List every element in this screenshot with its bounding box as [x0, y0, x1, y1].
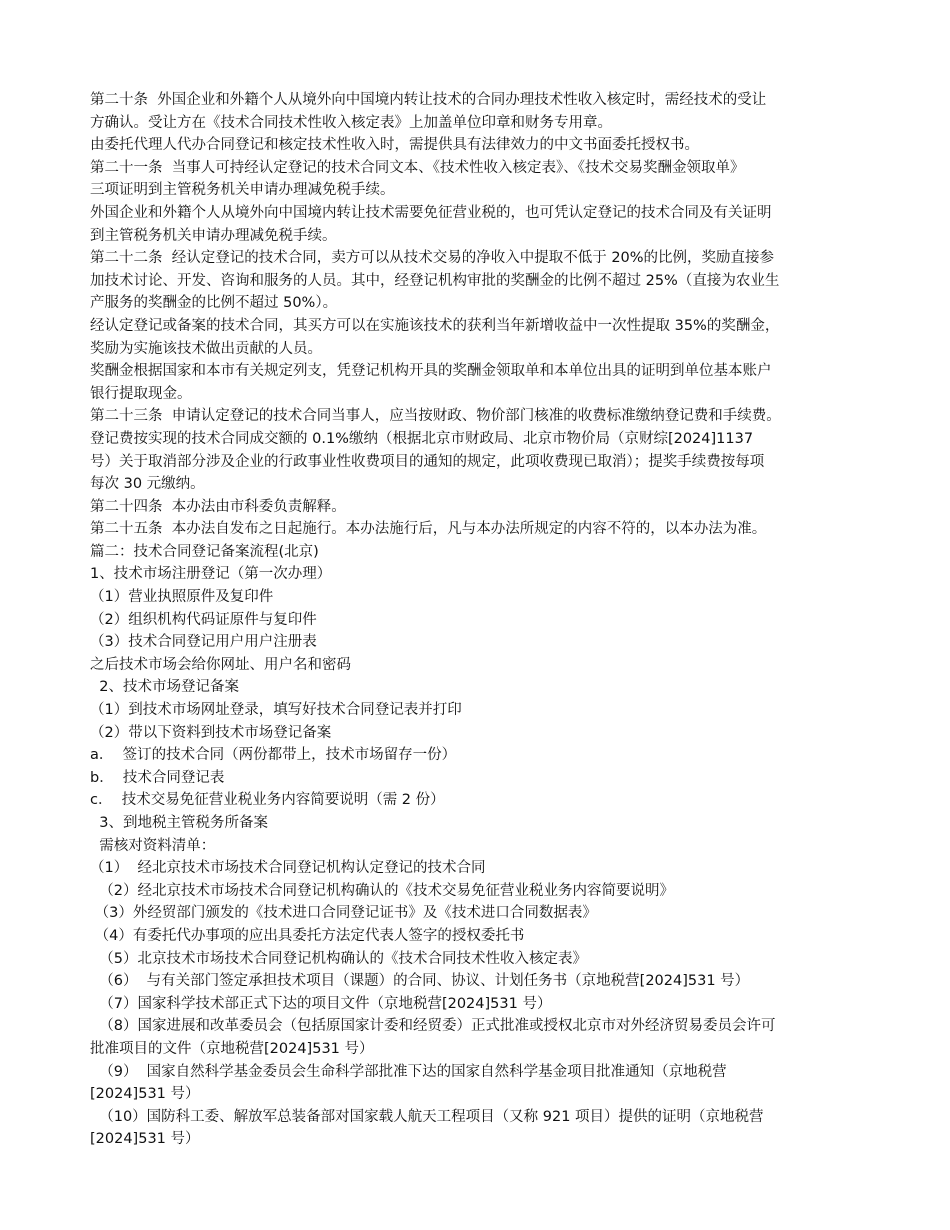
text-line: 奖酬金根据国家和本市有关规定列支，凭登记机构开具的奖酬金领取单和本单位出具的证明到单位基本账户	[90, 363, 772, 380]
text-line: [2024]531 号）	[90, 1086, 200, 1103]
text-line: 由委托代理人代办合同登记和核定技术性收入时，需提供具有法律效力的中文书面委托授权书。	[90, 137, 699, 154]
text-line: 到主管税务机关申请办理减免税手续。	[90, 227, 337, 244]
text-line: 外国企业和外籍个人从境外向中国境内转让技术需要免征营业税的，也可凭认定登记的技术合同及有关证明	[90, 204, 772, 221]
text-line: （5）北京技术市场技术合同登记机构确认的《技术合同技术性收入核定表》	[90, 950, 587, 967]
text-line: （3）技术合同登记用户用户注册表	[90, 634, 317, 651]
text-line: 第二十一条 当事人可持经认定登记的技术合同文本、《技术性收入核定表》、《技术交易奖酬金领取单》	[90, 159, 745, 176]
text-line: （2）组织机构代码证原件与复印件	[90, 611, 317, 628]
text-line: 登记费按实现的技术合同成交额的 0.1%缴纳（根据北京市财政局、北京市物价局（京财综[2024]1137	[90, 430, 754, 447]
text-line: 之后技术市场会给你网址、用户名和密码	[90, 656, 351, 673]
text-line: （2）带以下资料到技术市场登记备案	[90, 724, 332, 741]
text-line: （1）营业执照原件及复印件	[90, 589, 274, 606]
text-line: 经认定登记或备案的技术合同，其买方可以在实施该技术的获利当年新增收益中一次性提取 35%的奖酬金，	[90, 317, 780, 334]
text-line: （10）国防科工委、解放军总装备部对国家载人航天工程项目（又称 921 项目）提供的证明（京地税营	[90, 1108, 764, 1125]
text-line: （7）国家科学技术部正式下达的项目文件（京地税营[2024]531 号）	[90, 995, 552, 1012]
text-line: （8）国家进展和改革委员会（包括原国家计委和经贸委）正式批准或授权北京市对外经济贸易委员会许可	[90, 1018, 776, 1035]
text-line: [2024]531 号）	[90, 1131, 200, 1148]
text-line: c． 技术交易免征营业税业务内容简要说明（需 2 份）	[90, 792, 445, 809]
text-line: 第二十三条 申请认定登记的技术合同当事人，应当按财政、物价部门核准的收费标准缴纳登记费和手续费。	[90, 408, 781, 425]
text-line: 篇二：技术合同登记备案流程(北京)	[90, 543, 319, 560]
text-line: 2、技术市场登记备案	[90, 679, 239, 696]
text-line: （3）外经贸部门颁发的《技术进口合同登记证书》及《技术进口合同数据表》	[90, 905, 597, 922]
text-line: （2）经北京技术市场技术合同登记机构确认的《技术交易免征营业税业务内容简要说明》	[90, 882, 674, 899]
text-line: （1） 经北京技术市场技术合同登记机构认定登记的技术合同	[90, 860, 486, 877]
text-line: 第二十条 外国企业和外籍个人从境外向中国境内转让技术的合同办理技术性收入核定时，需经技术的受让	[90, 92, 767, 108]
text-line: 第二十四条 本办法由市科委负责解释。	[90, 498, 346, 515]
text-line: b． 技术合同登记表	[90, 769, 225, 786]
text-line: （9） 国家自然科学基金委员会生命科学部批准下达的国家自然科学基金项目批准通知（京地税营	[90, 1063, 727, 1080]
text-line: 三项证明到主管税务机关申请办理减免税手续。	[90, 182, 395, 199]
text-line: （4）有委托代办事项的应出具委托方法定代表人签字的授权委托书	[90, 927, 525, 944]
document-body	[90, 89, 860, 1151]
text-line: 号）关于取消部分涉及企业的行政事业性收费项目的通知的规定，此项收费现已取消）；提奖手续费按每项	[90, 453, 765, 470]
text-line: 第二十二条 经认定登记的技术合同，卖方可以从技术交易的净收入中提取不低于 20%的比例，奖励直接参	[90, 250, 775, 267]
text-line: 批准项目的文件（京地税营[2024]531 号）	[90, 1040, 374, 1057]
text-line: 加技术讨论、开发、咨询和服务的人员。其中，经登记机构审批的奖酬金的比例不超过 25%（直接为农业生	[90, 272, 780, 289]
text-line: 奖励为实施该技术做出贡献的人员。	[90, 340, 322, 357]
text-line: 每次 30 元缴纳。	[90, 476, 205, 493]
text-line: 产服务的奖酬金的比例不超过 50%）。	[90, 295, 338, 312]
text-line: （1）到技术市场网址登录，填写好技术合同登记表并打印	[90, 702, 462, 719]
text-line: 银行提取现金。	[90, 385, 192, 402]
text-line: （6） 与有关部门签定承担技术项目（课题）的合同、协议、计划任务书（京地税营[2024]531 号）	[90, 973, 750, 990]
text-line: 方确认。受让方在《技术合同技术性收入核定表》上加盖单位印章和财务专用章。	[90, 114, 612, 131]
text-line: 3、到地税主管税务所备案	[90, 815, 268, 831]
text-line: 第二十五条 本办法自发布之日起施行。本办法施行后，凡与本办法所规定的内容不符的，以本办法为准。	[90, 521, 767, 538]
text-line: a． 签订的技术合同（两份都带上，技术市场留存一份）	[90, 747, 457, 764]
text-line: 1、技术市场注册登记（第一次办理）	[90, 566, 332, 583]
text-line: 需核对资料清单：	[90, 837, 216, 854]
